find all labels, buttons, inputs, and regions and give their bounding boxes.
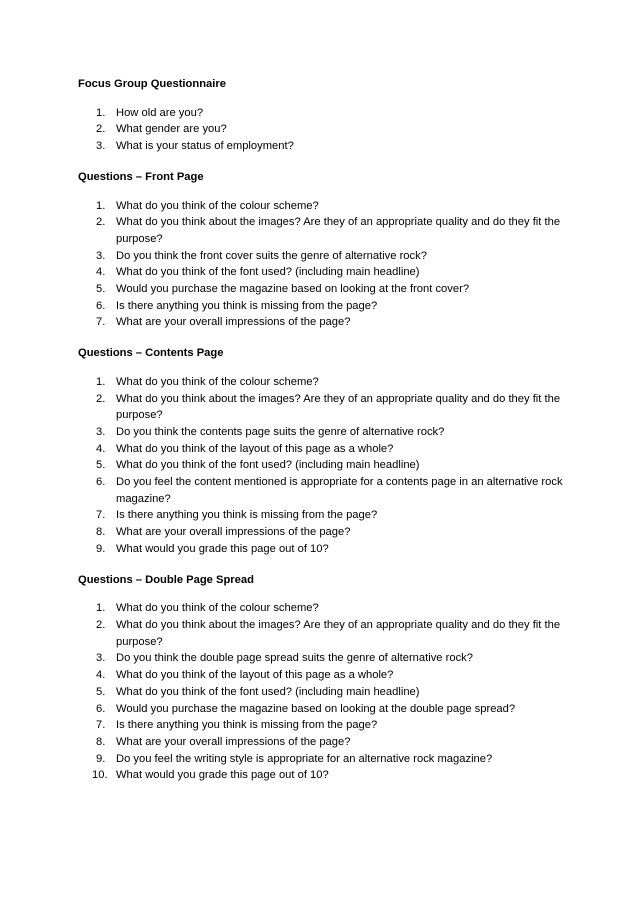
list-number: 5. [96, 685, 106, 698]
list-number: 2. [96, 618, 106, 631]
list-number: 6. [96, 299, 106, 312]
list-number: 7. [96, 509, 106, 522]
list-item [78, 684, 568, 701]
question-text: Do you think the front cover suits the genre of alternative rock? [116, 249, 427, 262]
section-heading: Focus Group Questionnaire [78, 78, 226, 90]
list-number: 3. [96, 140, 106, 153]
question-text: Do you feel the writing style is appropriate for an alternative rock magazine? [116, 752, 493, 765]
section-front-page [78, 169, 568, 331]
section-double-page-spread [78, 572, 568, 784]
question-text: What do you think of the layout of this page as a whole? [116, 442, 394, 455]
list-item [78, 751, 568, 768]
section-heading: Questions – Double Page Spread [78, 573, 254, 586]
question-text: What do you think about the images? Are they of an appropriate quality and do they fit the purpose? [116, 618, 561, 648]
list-item [78, 281, 568, 298]
list-number: 1. [96, 602, 106, 615]
list-number: 5. [96, 459, 106, 472]
list-item [78, 767, 568, 784]
question-text: Would you purchase the magazine based on looking at the front cover? [116, 283, 470, 296]
list-number: 9. [96, 542, 106, 555]
question-text: What is your status of employment? [116, 140, 294, 153]
list-item [78, 105, 568, 122]
list-item [78, 138, 568, 155]
question-text: Is there anything you think is missing from the page? [116, 509, 378, 522]
list-number: 10. [92, 769, 108, 782]
list-number: 1. [96, 375, 106, 388]
list-item [78, 214, 568, 247]
list-item [78, 264, 568, 281]
question-text: Is there anything you think is missing from the page? [116, 299, 378, 312]
list-number: 3. [96, 425, 106, 438]
question-list [78, 105, 568, 155]
question-text: What do you think of the colour scheme? [116, 375, 319, 388]
list-item [78, 121, 568, 138]
list-number: 2. [96, 123, 106, 136]
list-number: 3. [96, 652, 106, 665]
question-text: What do you think of the font used? (including main headline) [116, 685, 420, 698]
question-text: What would you grade this page out of 10? [116, 769, 329, 782]
list-item [78, 198, 568, 215]
list-number: 4. [96, 266, 106, 279]
list-number: 1. [96, 106, 106, 119]
list-number: 6. [96, 476, 106, 489]
section-contents-page [78, 345, 568, 557]
list-item [78, 541, 568, 558]
list-item [78, 441, 568, 458]
list-number: 6. [96, 702, 106, 715]
section-focus-group [78, 76, 568, 155]
question-list [78, 374, 568, 558]
question-text: What gender are you? [116, 123, 227, 136]
question-text: Do you think the contents page suits the genre of alternative rock? [116, 425, 445, 438]
list-item [78, 248, 568, 265]
question-text: Would you purchase the magazine based on looking at the double page spread? [116, 702, 516, 715]
question-text: What do you think of the font used? (including main headline) [116, 266, 420, 279]
question-text: What are your overall impressions of the page? [116, 735, 351, 748]
list-number: 8. [96, 735, 106, 748]
list-item [78, 734, 568, 751]
question-text: What do you think of the layout of this page as a whole? [116, 669, 394, 682]
question-text: What do you think about the images? Are they of an appropriate quality and do they fit the purpose? [116, 392, 561, 422]
question-text: Do you feel the content mentioned is appropriate for a contents page in an alternative rock magazine? [116, 476, 563, 505]
list-number: 2. [96, 216, 106, 229]
list-number: 1. [96, 199, 106, 212]
list-item [78, 507, 568, 524]
question-text: What do you think of the font used? (including main headline) [116, 459, 420, 472]
list-number: 2. [96, 392, 106, 405]
section-heading: Questions – Front Page [78, 170, 204, 183]
list-number: 4. [96, 442, 106, 455]
list-item [78, 701, 568, 718]
list-item [78, 667, 568, 684]
list-item [78, 600, 568, 617]
list-item [78, 424, 568, 441]
question-text: What are your overall impressions of the page? [116, 526, 351, 539]
list-number: 5. [96, 283, 106, 296]
list-number: 9. [96, 752, 106, 765]
list-item [78, 374, 568, 391]
list-item [78, 474, 568, 507]
question-text: What do you think about the images? Are they of an appropriate quality and do they fit the purpose? [116, 216, 561, 245]
question-list [78, 198, 568, 332]
list-item [78, 314, 568, 331]
question-text: How old are you? [116, 106, 204, 119]
list-item [78, 298, 568, 315]
section-heading: Questions – Contents Page [78, 347, 224, 360]
list-number: 3. [96, 249, 106, 262]
list-item [78, 650, 568, 667]
question-text: Do you think the double page spread suits the genre of alternative rock? [116, 652, 473, 665]
question-list [78, 600, 568, 784]
question-text: Is there anything you think is missing from the page? [116, 719, 378, 732]
list-number: 4. [96, 669, 106, 682]
list-item [78, 457, 568, 474]
list-item [78, 391, 568, 424]
question-text: What do you think of the colour scheme? [116, 602, 319, 615]
list-number: 8. [96, 526, 106, 539]
list-item [78, 717, 568, 734]
question-text: What would you grade this page out of 10? [116, 542, 329, 555]
list-item [78, 524, 568, 541]
list-number: 7. [96, 316, 106, 329]
question-text: What are your overall impressions of the page? [116, 316, 351, 329]
list-item [78, 617, 568, 650]
list-number: 7. [96, 719, 106, 732]
question-text: What do you think of the colour scheme? [116, 199, 319, 212]
